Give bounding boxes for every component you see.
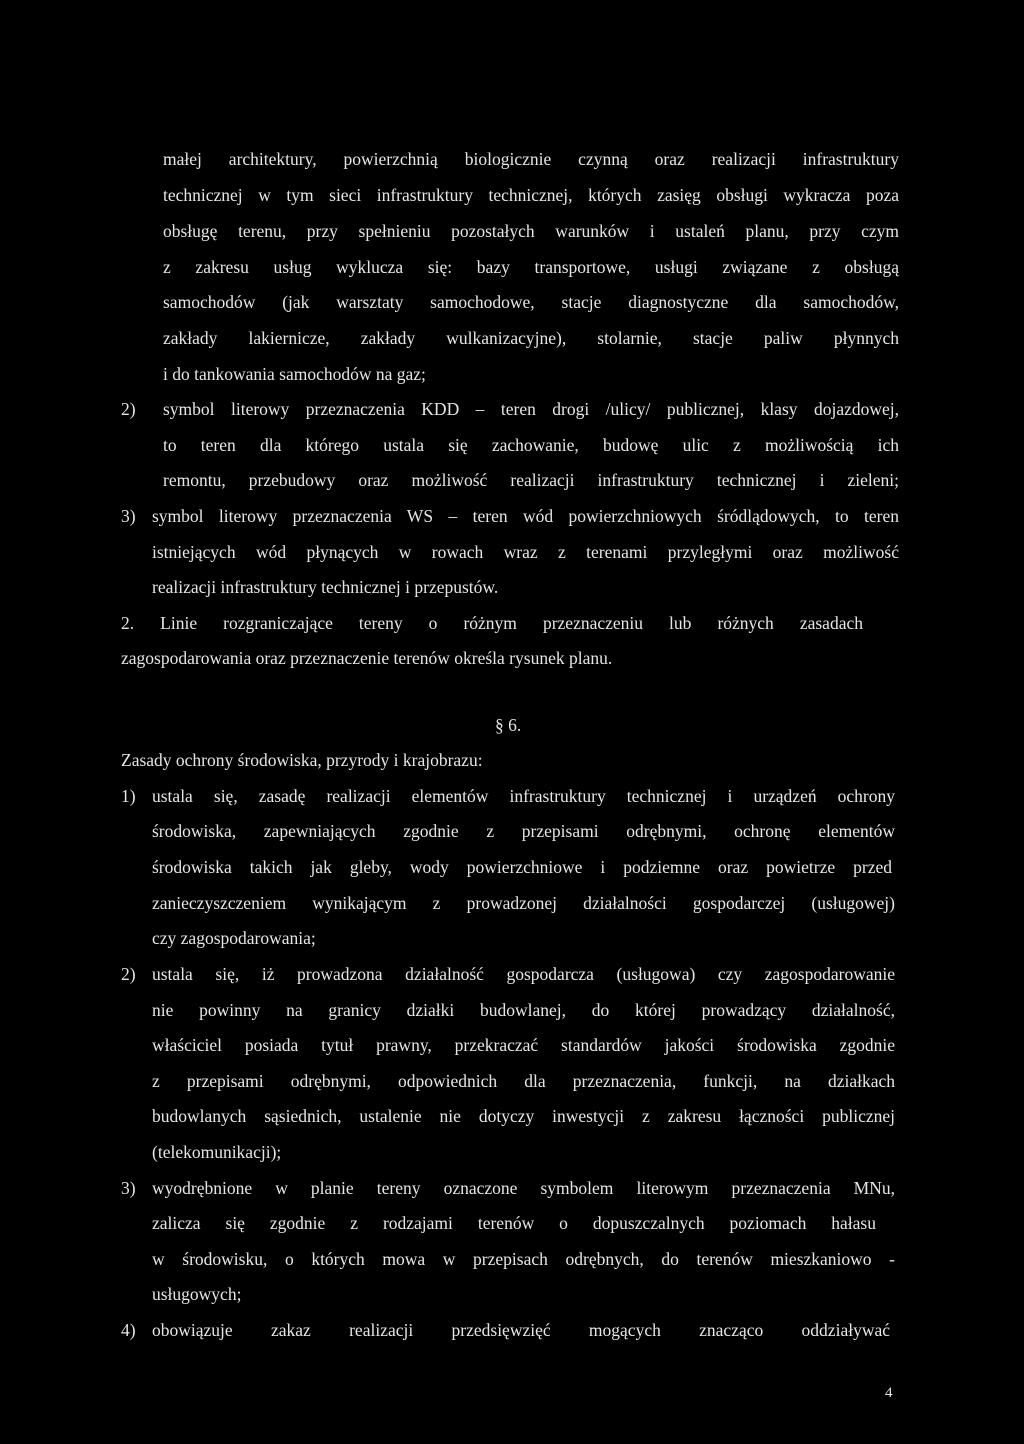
item-number: 3) — [121, 506, 136, 526]
text-line: z przepisami odrębnymi, odpowiednich dla przeznaczenia, funkcji, na działkach — [152, 1071, 895, 1091]
text-line: istniejących wód płynących w rowach wraz z terenami przyległymi oraz możliwość — [152, 542, 899, 562]
text-line: zagospodarowania oraz przeznaczenie terenów określa rysunek planu. — [121, 648, 613, 668]
item-number: 3) — [121, 1178, 136, 1198]
item-number: 2) — [121, 399, 136, 419]
text-line: symbol literowy przeznaczenia WS – teren wód powierzchniowych śródlądowych, to teren — [152, 506, 899, 526]
item-number: 4) — [121, 1320, 136, 1340]
text-line: 2. Linie rozgraniczające tereny o różnym przeznaczeniu lub różnych zasadach — [121, 613, 863, 633]
text-line: ustala się, iż prowadzona działalność gospodarcza (usługowa) czy zagospodarowanie — [152, 964, 895, 984]
text-line: zanieczyszczeniem wynikającym z prowadzonej działalności gospodarczej (usługowej) — [152, 893, 895, 913]
text-line: (telekomunikacji); — [152, 1142, 282, 1162]
text-line: symbol literowy przeznaczenia KDD – teren drogi /ulicy/ publicznej, klasy dojazdowej, — [163, 399, 899, 419]
text-line: zakłady lakiernicze, zakłady wulkanizacyjne), stolarnie, stacje paliw płynnych — [163, 328, 899, 348]
text-line: nie powinny na granicy działki budowlanej, do której prowadzący działalność, — [152, 1000, 895, 1020]
text-line: usługowych; — [152, 1284, 242, 1304]
text-line: budowlanych sąsiednich, ustalenie nie dotyczy inwestycji z zakresu łączności publicznej — [152, 1106, 895, 1126]
text-line: właściciel posiada tytuł prawny, przekraczać standardów jakości środowiska zgodnie — [152, 1035, 895, 1055]
text-line: realizacji infrastruktury technicznej i przepustów. — [152, 577, 499, 597]
text-line: z zakresu usług wyklucza się: bazy transportowe, usługi związane z obsługą — [163, 257, 899, 277]
text-line: środowiska, zapewniających zgodnie z przepisami odrębnymi, ochronę elementów — [152, 821, 895, 841]
text-line: technicznej w tym sieci infrastruktury technicznej, których zasięg obsługi wykracza poza — [163, 185, 899, 205]
text-line: i do tankowania samochodów na gaz; — [163, 364, 426, 384]
text-line: to teren dla którego ustala się zachowanie, budowę ulic z możliwością ich — [163, 435, 899, 455]
section-heading: § 6. — [495, 715, 522, 735]
item-number: 1) — [121, 786, 136, 806]
page-number: 4 — [885, 1385, 893, 1401]
text-line: małej architektury, powierzchnią biologicznie czynną oraz realizacji infrastruktury — [163, 149, 899, 169]
section-intro: Zasady ochrony środowiska, przyrody i krajobrazu: — [121, 750, 483, 770]
text-line: środowiska takich jak gleby, wody powierzchniowe i podziemne oraz powietrze przed — [152, 857, 892, 877]
text-line: samochodów (jak warsztaty samochodowe, stacje diagnostyczne dla samochodów, — [163, 292, 899, 312]
item-number: 2) — [121, 964, 136, 984]
text-line: ustala się, zasadę realizacji elementów infrastruktury technicznej i urządzeń ochrony — [152, 786, 895, 806]
text-line: czy zagospodarowania; — [152, 928, 316, 948]
text-line: obowiązuje zakaz realizacji przedsięwzięć mogących znacząco oddziaływać — [152, 1320, 890, 1340]
text-line: wyodrębnione w planie tereny oznaczone symbolem literowym przeznaczenia MNu, — [152, 1178, 895, 1198]
text-line: remontu, przebudowy oraz możliwość realizacji infrastruktury technicznej i zieleni; — [163, 470, 899, 490]
text-line: obsługę terenu, przy spełnieniu pozostałych warunków i ustaleń planu, przy czym — [163, 221, 899, 241]
text-line: w środowisku, o których mowa w przepisach odrębnych, do terenów mieszkaniowo - — [152, 1249, 895, 1269]
text-line: zalicza się zgodnie z rodzajami terenów o dopuszczalnych poziomach hałasu — [152, 1213, 876, 1233]
